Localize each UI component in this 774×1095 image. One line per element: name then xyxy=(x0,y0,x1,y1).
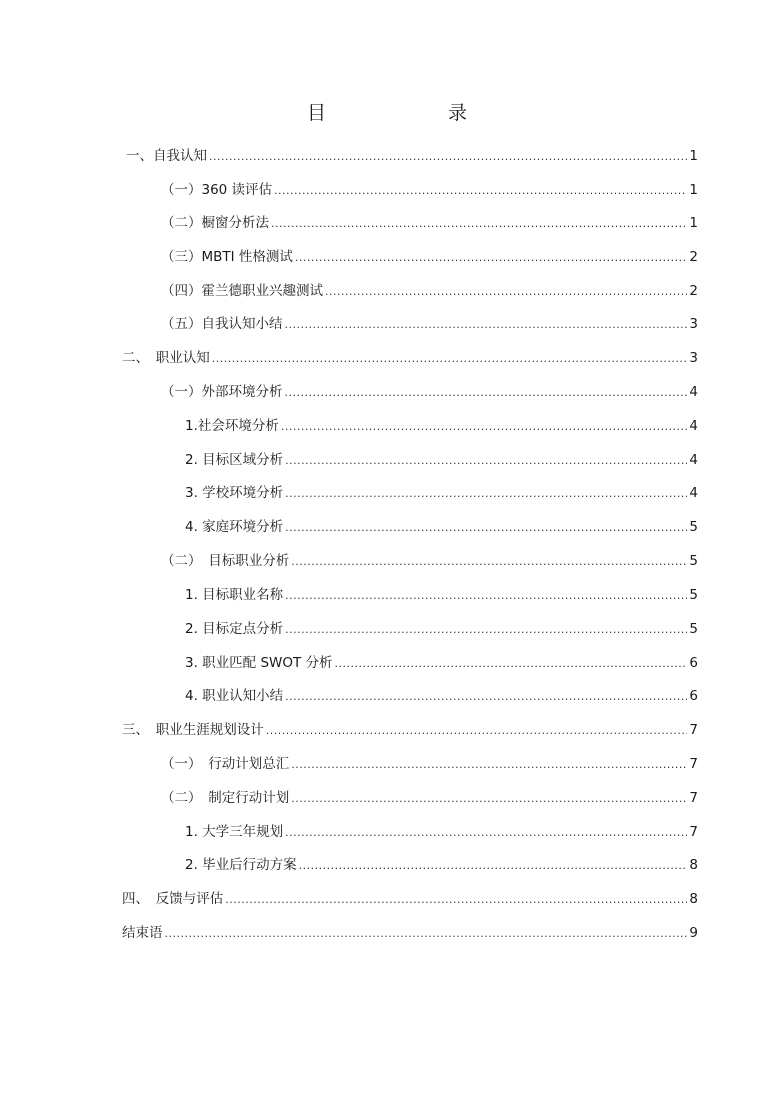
toc-entry-label: 结束语 xyxy=(122,925,163,941)
dot-leader xyxy=(291,551,687,573)
toc-entry[interactable] xyxy=(122,347,698,369)
toc-entry[interactable] xyxy=(185,821,698,843)
toc-entry-page: 8 xyxy=(689,891,698,907)
dot-leader xyxy=(285,483,687,505)
toc-entry[interactable] xyxy=(161,787,698,809)
toc-entry-page: 2 xyxy=(689,283,698,299)
toc-entry[interactable] xyxy=(185,584,698,606)
toc-entry-label: 2. 毕业后行动方案 xyxy=(185,857,297,873)
toc-entry-label: 一、自我认知 xyxy=(126,148,207,164)
dot-leader xyxy=(285,382,688,404)
toc-entry[interactable] xyxy=(161,381,698,403)
dot-leader xyxy=(271,213,687,235)
toc-entry-label: 1. 大学三年规划 xyxy=(185,824,284,840)
toc-entry-page: 5 xyxy=(689,587,698,603)
dot-leader xyxy=(285,822,687,844)
toc-entry-page: 3 xyxy=(689,350,698,366)
toc-entry-page: 5 xyxy=(689,621,698,637)
dot-leader xyxy=(335,653,688,675)
dot-leader xyxy=(291,788,687,810)
dot-leader xyxy=(285,517,687,539)
dot-leader xyxy=(325,281,687,303)
toc-entry-page: 1 xyxy=(689,182,698,198)
toc-entry[interactable] xyxy=(161,753,698,775)
toc-entry-page: 4 xyxy=(689,452,698,468)
toc-entry-label: 三、 职业生涯规划设计 xyxy=(122,722,264,738)
toc-entry-label: （一）外部环境分析 xyxy=(161,384,283,400)
dot-leader xyxy=(285,619,687,641)
toc-entry-label: 4. 家庭环境分析 xyxy=(185,519,284,535)
toc-entry-label: 2. 目标定点分析 xyxy=(185,621,284,637)
toc-entry-page: 4 xyxy=(689,485,698,501)
toc-entry-page: 7 xyxy=(689,824,698,840)
toc-entry-label: 3. 学校环境分析 xyxy=(185,485,284,501)
toc-entry-label: 3. 职业匹配 SWOT 分析 xyxy=(185,655,333,671)
toc-entry-label: 1.社会环境分析 xyxy=(185,418,279,434)
toc-entry-page: 6 xyxy=(689,655,698,671)
toc-entry[interactable] xyxy=(185,618,698,640)
toc-entry-label: 2. 目标区域分析 xyxy=(185,452,284,468)
toc-entry-label: 四、 反馈与评估 xyxy=(122,891,224,907)
toc-entry-label: （二）橱窗分析法 xyxy=(161,215,269,231)
toc-entry[interactable] xyxy=(161,313,698,335)
toc-entry-page: 6 xyxy=(689,688,698,704)
dot-leader xyxy=(281,416,688,438)
toc-entry-page: 1 xyxy=(689,215,698,231)
toc-entry-page: 3 xyxy=(689,316,698,332)
dot-leader xyxy=(285,450,687,472)
toc-entry-page: 5 xyxy=(689,519,698,535)
toc-entry-label: （五）自我认知小结 xyxy=(161,316,283,332)
toc-entry-label: （一） 行动计划总汇 xyxy=(161,756,290,772)
toc-entry-label: （一）360 读评估 xyxy=(161,182,273,198)
toc-entry[interactable] xyxy=(161,179,698,201)
toc-entry-page: 4 xyxy=(689,384,698,400)
toc-entry[interactable] xyxy=(161,246,698,268)
toc-entry-page: 2 xyxy=(689,249,698,265)
toc-entry-page: 5 xyxy=(689,553,698,569)
toc-entry[interactable] xyxy=(161,550,698,572)
dot-leader xyxy=(295,247,687,269)
dot-leader xyxy=(212,348,688,370)
toc-entry-label: （二） 制定行动计划 xyxy=(161,790,290,806)
toc-entry[interactable] xyxy=(185,685,698,707)
dot-leader xyxy=(291,754,687,776)
toc-entry[interactable] xyxy=(126,145,698,167)
toc-entry-label: （四）霍兰德职业兴趣测试 xyxy=(161,283,323,299)
toc-entry[interactable] xyxy=(185,652,698,674)
dot-leader xyxy=(299,855,688,877)
toc-entry-page: 7 xyxy=(689,790,698,806)
toc-entry[interactable] xyxy=(185,482,698,504)
dot-leader xyxy=(285,686,687,708)
dot-leader xyxy=(285,585,687,607)
toc-entry-page: 1 xyxy=(689,148,698,164)
toc-entry-page: 7 xyxy=(689,756,698,772)
toc-entry-page: 4 xyxy=(689,418,698,434)
toc-entry-label: （三）MBTI 性格测试 xyxy=(161,249,293,265)
toc-entry-label: 4. 职业认知小结 xyxy=(185,688,284,704)
toc-entry-page: 7 xyxy=(689,722,698,738)
toc-entry[interactable] xyxy=(185,516,698,538)
toc-entry[interactable] xyxy=(185,854,698,876)
toc-entry[interactable] xyxy=(185,415,698,437)
dot-leader xyxy=(285,314,688,336)
toc-entry-label: 二、 职业认知 xyxy=(122,350,210,366)
toc-entry-page: 8 xyxy=(689,857,698,873)
toc-entry[interactable] xyxy=(185,449,698,471)
dot-leader xyxy=(274,180,687,202)
toc-entry[interactable] xyxy=(161,212,698,234)
dot-leader xyxy=(266,720,688,742)
toc-entry-page: 9 xyxy=(689,925,698,941)
dot-leader xyxy=(209,146,687,168)
toc-entry[interactable] xyxy=(122,719,698,741)
toc-entry[interactable] xyxy=(161,280,698,302)
dot-leader xyxy=(165,923,688,945)
toc-title: 目 录 xyxy=(306,102,495,124)
toc-entry-label: （二） 目标职业分析 xyxy=(161,553,290,569)
toc-entry[interactable] xyxy=(122,888,698,910)
dot-leader xyxy=(225,889,687,911)
toc-entry-label: 1. 目标职业名称 xyxy=(185,587,284,603)
toc-entry[interactable] xyxy=(122,922,698,944)
